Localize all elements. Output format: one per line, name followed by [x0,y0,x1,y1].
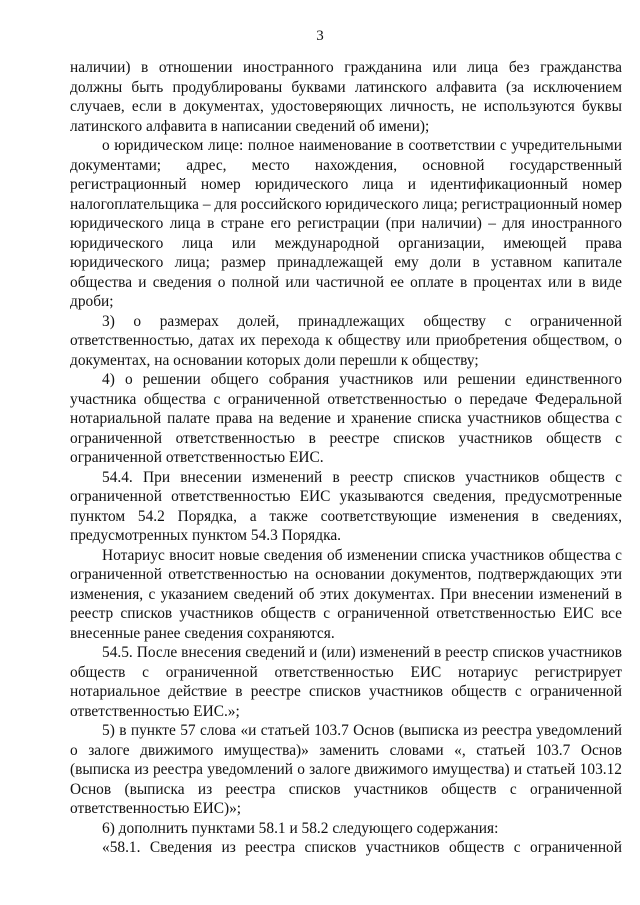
paragraph-notary-changes: Нотариус вносит новые сведения об изменении списка участников общества с ограниченной ответственностью на основании документов, подтверждающих эти изменения, с указанием сведений об этих документах. При внесении изменений в реестр списков участников обществ с ограниченной ответственностью ЕИС все внесенные ранее сведения сохраняются. [70,546,622,642]
paragraph-continuation: наличии) в отношении иностранного гражданина или лица без гражданства должны быть продублированы буквами латинского алфавита (за исключением случаев, если в документах, удостоверяющих личность, не используются буквы латинского алфавита в написании сведений об имени); [70,59,622,135]
paragraph-item-4: 4) о решении общего собрания участников или решении единственного участника общества с ограниченной ответственностью о передаче Федеральной нотариальной палате права на ведение и хранение списка участников общества с ограниченной ответственностью в реестре списков участников обществ с ограниченной ответственностью ЕИС. [70,371,622,466]
page-number: 3 [316,28,324,44]
paragraph-item-5: 5) в пункте 57 слова «и статьей 103.7 Основ (выписка из реестра уведомлений о залоге движимого имущества)» заменить словами «, статьей 103.7 Основ (выписка из реестра уведомлений о залоге движимого имущества) и статьей 103.12 Основ (выписка из реестра списков участников обществ с ограниченной ответственностью ЕИС)»; [70,722,622,817]
paragraph-legal-entity: о юридическом лице: полное наименование в соответствии с учредительными документами; адрес, место нахождения, основной государственный регистрационный номер юридического лица и идентификационный номер налогоплательщика – для российского юридического лица; регистрационный номер юридического лица в стране его регистрации (при наличии) – для иностранного юридического лица или международной организации, имеющей права юридического лица; размер принадлежащей ему доли в уставном капитале общества и сведения о полной или частичной ее оплате в процентах или в виде дроби; [70,137,622,310]
paragraph-item-6: 6) дополнить пунктами 58.1 и 58.2 следующего содержания: [102,819,499,837]
paragraph-58-1: «58.1. Сведения из реестра списков участников обществ с ограниченной [102,839,622,856]
paragraph-item-3: 3) о размерах долей, принадлежащих обществу с ограниченной ответственностью, датах их перехода к обществу или приобретения обществом, о документах, на основании которых доли перешли к обществу; [70,312,622,369]
paragraph-54-4: 54.4. При внесении изменений в реестр списков участников обществ с ограниченной ответственностью ЕИС указываются сведения, предусмотренные пунктом 54.2 Порядка, а также соответствующие изменения в сведениях, предусмотренных пунктом 54.3 Порядка. [70,468,622,544]
document-body [70,58,622,858]
paragraph-54-5: 54.5. После внесения сведений и (или) изменений в реестр списков участников обществ с ограниченной ответственностью ЕИС нотариус регистрирует нотариальное действие в реестре списков участников обществ с ограниченной ответственностью ЕИС.»; [70,644,622,720]
